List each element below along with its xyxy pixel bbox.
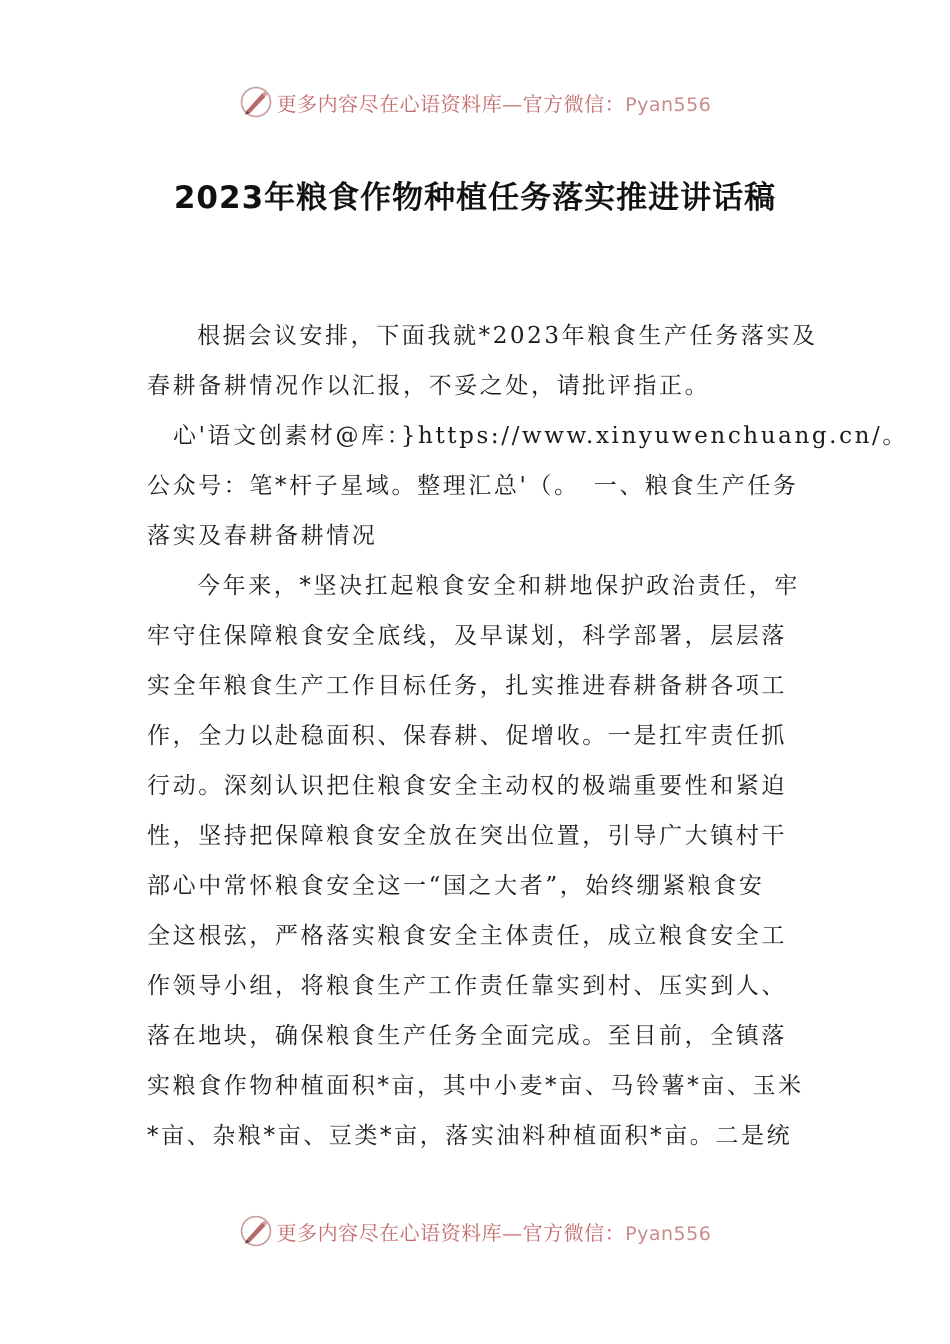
body-line: 行动。深刻认识把住粮食安全主动权的极端重要性和紧迫 xyxy=(147,773,787,799)
header-watermark xyxy=(0,82,950,122)
body-line: 实全年粮食生产工作目标任务，扎实推进春耕备耕各项工 xyxy=(147,673,787,699)
document-body xyxy=(147,311,908,1161)
pen-logo-icon xyxy=(239,1214,273,1248)
body-line: 心'语文创素材@库：}https://www.xinyuwenchuang.cn/。 xyxy=(173,423,908,449)
body-line: 公众号：笔*杆子星域。整理汇总'（。 一、粮食生产任务 xyxy=(147,473,799,499)
document-title: 2023年粮食作物种植任务落实推进讲话稿 xyxy=(173,180,777,216)
body-line: 性，坚持把保障粮食安全放在突出位置，引导广大镇村干 xyxy=(147,823,787,849)
watermark-text: 更多内容尽在心语资料库—官方微信：Pyan556 xyxy=(276,1220,712,1245)
body-line: 落在地块，确保粮食生产任务全面完成。至目前，全镇落 xyxy=(147,1023,787,1049)
watermark-text: 更多内容尽在心语资料库—官方微信：Pyan556 xyxy=(276,91,712,116)
body-line: 今年来，*坚决扛起粮食安全和耕地保护政治责任，牢 xyxy=(197,573,800,599)
body-line: 牢守住保障粮食安全底线，及早谋划，科学部署，层层落 xyxy=(147,623,787,649)
footer-watermark xyxy=(0,1211,950,1251)
body-line: 实粮食作物种植面积*亩，其中小麦*亩、马铃薯*亩、玉米 xyxy=(147,1073,804,1099)
body-line: *亩、杂粮*亩、豆类*亩，落实油料种植面积*亩。二是统 xyxy=(147,1123,793,1149)
body-line: 全这根弦，严格落实粮食安全主体责任，成立粮食安全工 xyxy=(147,923,787,949)
body-line: 根据会议安排，下面我就*2023年粮食生产任务落实及 xyxy=(197,323,818,349)
body-line: 落实及春耕备耕情况 xyxy=(147,523,378,549)
body-line: 春耕备耕情况作以汇报，不妥之处，请批评指正。 xyxy=(147,373,711,399)
body-line: 部心中常怀粮食安全这一“国之大者”，始终绷紧粮食安 xyxy=(147,873,765,899)
body-line: 作领导小组，将粮食生产工作责任靠实到村、压实到人、 xyxy=(147,973,787,999)
body-line: 作，全力以赴稳面积、保春耕、促增收。一是扛牢责任抓 xyxy=(147,723,787,749)
pen-logo-icon xyxy=(239,85,273,119)
